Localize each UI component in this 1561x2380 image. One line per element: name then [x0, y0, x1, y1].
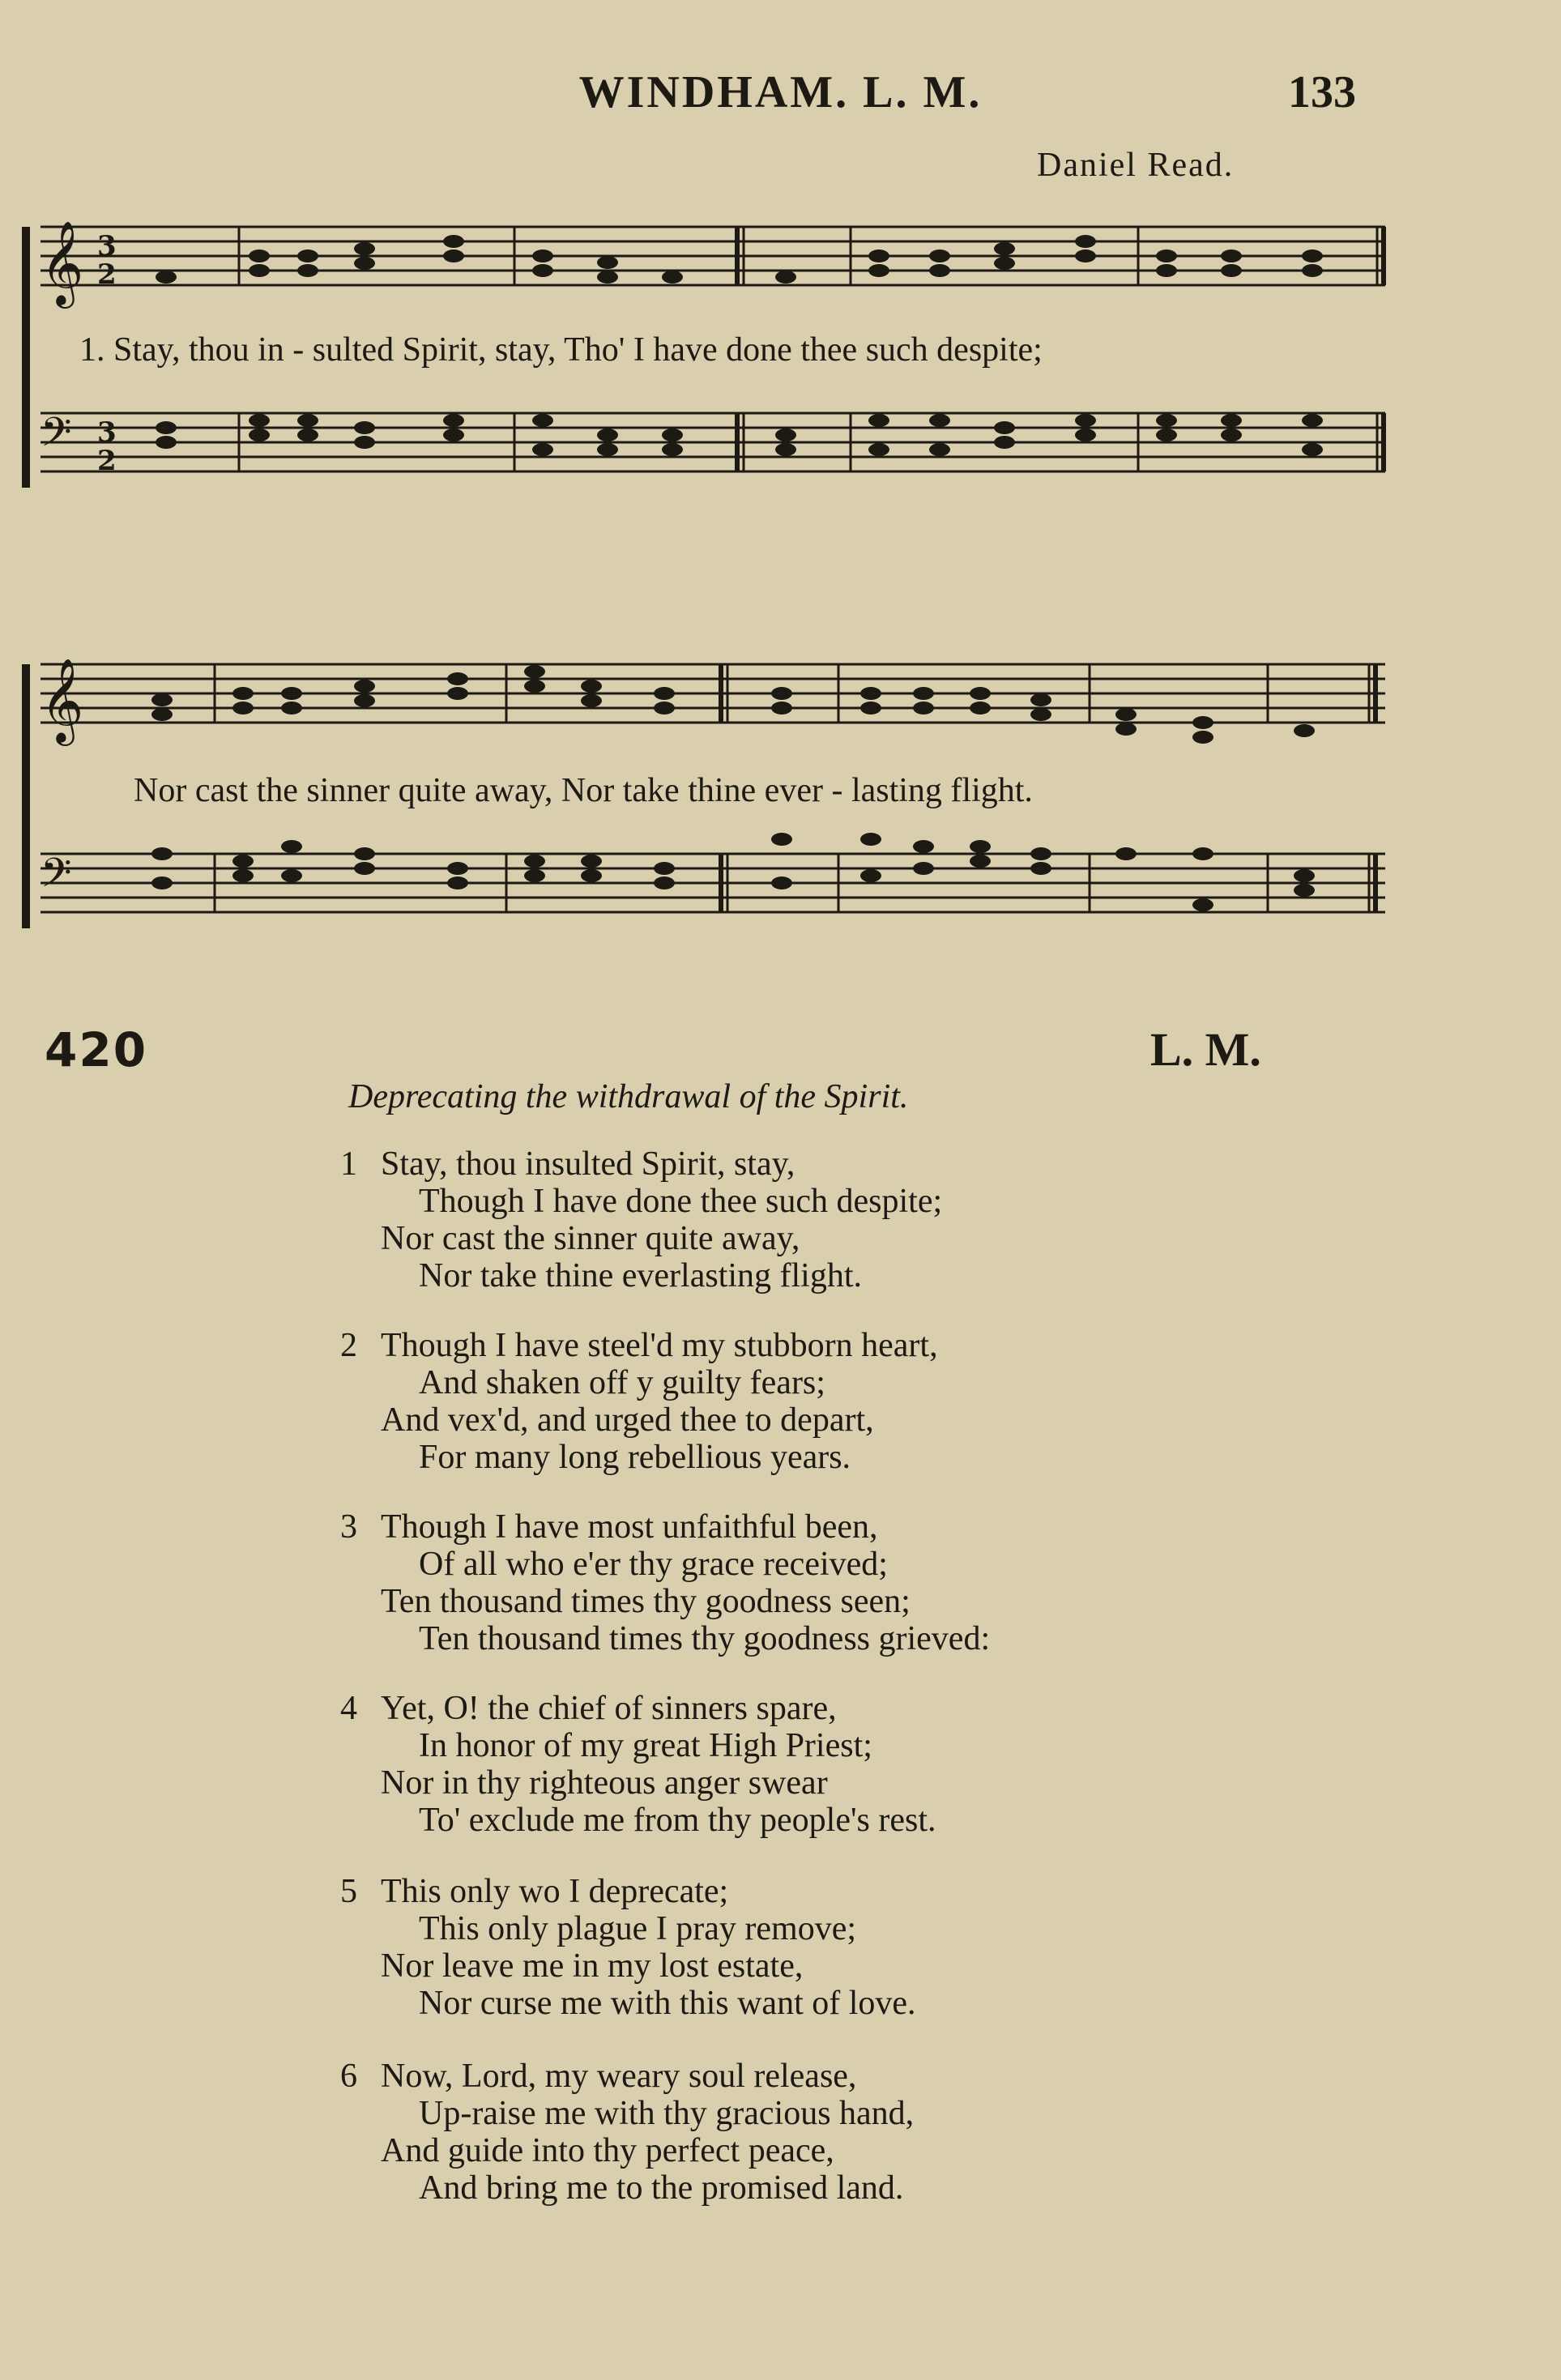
hymn-number: 420 — [45, 1022, 148, 1077]
staff-notation-1 — [8, 211, 1401, 535]
verse-line: To' exclude me from thy people's rest. — [419, 1802, 936, 1839]
staff-notation-2 — [8, 648, 1401, 972]
svg-text:3: 3 — [97, 230, 117, 262]
svg-text:3: 3 — [97, 416, 117, 449]
stanza-5 — [340, 1873, 916, 2022]
stanza-number: 1 — [340, 1145, 357, 1183]
verse-line — [340, 1327, 938, 1364]
stanza-6 — [340, 2058, 914, 2207]
verse-line: And shaken off y guilty fears; — [419, 1364, 825, 1401]
music-system-2 — [8, 648, 1401, 972]
verse-line: Ten thousand times thy goodness grieved: — [419, 1620, 991, 1657]
verse-line: Up-raise me with thy gracious hand, — [419, 2095, 915, 2132]
svg-text:2: 2 — [97, 258, 117, 291]
verse-text: Now, Lord, my weary soul release, — [381, 2058, 857, 2095]
verse-line: Of all who e'er thy grace received; — [419, 1546, 888, 1583]
verse-line — [340, 1145, 942, 1183]
svg-text:2: 2 — [97, 445, 117, 477]
verse-text: Nor leave me in my lost estate, — [381, 1947, 804, 1985]
verse-text: Though I have steel'd my stubborn heart, — [381, 1327, 938, 1364]
stanza-3 — [340, 1508, 990, 1657]
verse-line — [340, 1690, 936, 1727]
verse-line — [340, 2132, 914, 2169]
verse-line — [340, 1873, 916, 1910]
verse-line: In honor of my great High Priest; — [419, 1727, 872, 1764]
lyrics-line-1: 1. Stay, thou in - sulted Spirit, stay, Tho' I have done thee such despite; — [79, 331, 1043, 369]
stanza-number: 3 — [340, 1508, 357, 1546]
composer-name: Daniel Read. — [1037, 147, 1235, 184]
tune-title: WINDHAM. L. M. — [578, 67, 983, 117]
verse-line: Nor take thine everlasting flight. — [419, 1257, 863, 1294]
verse-line: Though I have done thee such despite; — [419, 1183, 943, 1220]
verse-line: And bring me to the promised land. — [419, 2169, 904, 2207]
verse-line: Nor curse me with this want of love. — [419, 1985, 916, 2022]
verse-text: And vex'd, and urged thee to depart, — [381, 1401, 874, 1439]
svg-text:𝄞: 𝄞 — [41, 658, 84, 743]
verse-line — [340, 1764, 936, 1802]
verse-text: Yet, O! the chief of sinners spare, — [381, 1690, 837, 1727]
hymn-subtitle: Deprecating the withdrawal of the Spirit. — [348, 1078, 909, 1115]
verse-line — [340, 1947, 916, 1985]
verse-text: Though I have most unfaithful been, — [381, 1508, 878, 1546]
stanza-number: 2 — [340, 1327, 357, 1364]
verse-line — [340, 1583, 990, 1620]
music-system-1 — [8, 211, 1401, 535]
svg-text:𝄢: 𝄢 — [41, 409, 72, 466]
verse-text: This only wo I deprecate; — [381, 1873, 729, 1910]
verse-text: Stay, thou insulted Spirit, stay, — [381, 1145, 795, 1183]
verse-line — [340, 1220, 942, 1257]
svg-text:𝄞: 𝄞 — [41, 220, 84, 305]
stanza-number: 5 — [340, 1873, 357, 1910]
hymn-meter: L. M. — [1150, 1023, 1261, 1076]
verse-line: For many long rebellious years. — [419, 1439, 851, 1476]
stanza-number: 4 — [340, 1690, 357, 1727]
verse-line — [340, 1508, 990, 1546]
stanza-2 — [340, 1327, 938, 1476]
lyrics-line-2: Nor cast the sinner quite away, Nor take thine ever - lasting flight. — [134, 772, 1033, 809]
stanza-number: 6 — [340, 2058, 357, 2095]
verse-line: This only plague I pray remove; — [419, 1910, 857, 1947]
verse-text: Ten thousand times thy goodness seen; — [381, 1583, 911, 1620]
page-number: 133 — [1288, 67, 1356, 117]
verse-text: Nor in thy righteous anger swear — [381, 1764, 828, 1802]
svg-text:𝄢: 𝄢 — [41, 850, 72, 906]
verse-text: And guide into thy perfect peace, — [381, 2132, 834, 2169]
stanza-1 — [340, 1145, 942, 1294]
verse-line — [340, 1401, 938, 1439]
verse-line — [340, 2058, 914, 2095]
stanza-4 — [340, 1690, 936, 1839]
verse-text: Nor cast the sinner quite away, — [381, 1220, 800, 1257]
